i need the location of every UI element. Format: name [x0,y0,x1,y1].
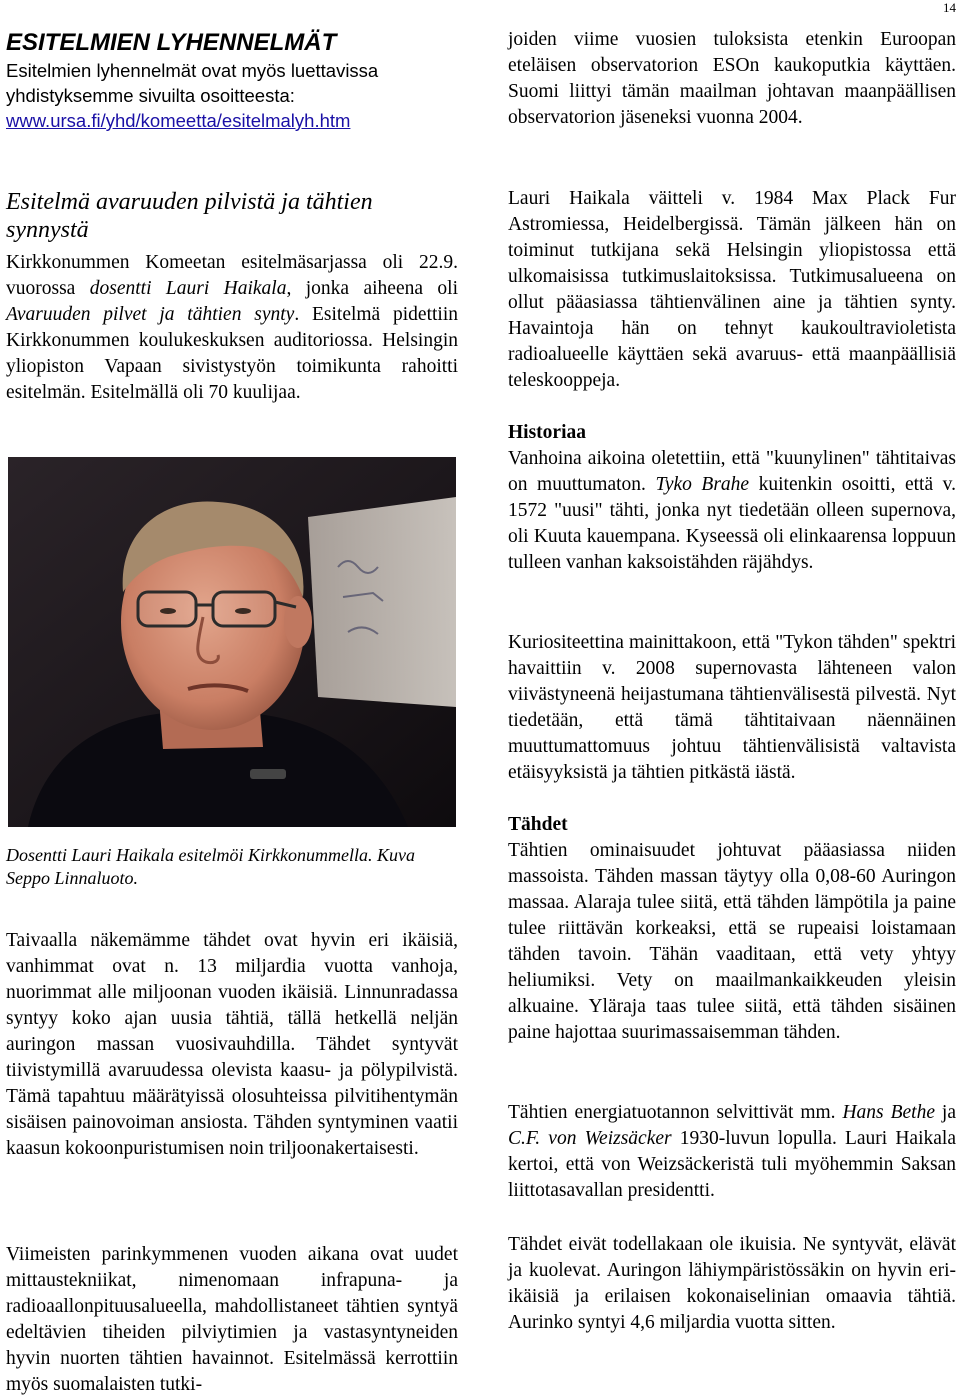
curiosity-paragraph: Kuriositeettina mainittakoon, että "Tykon tähden" spektri havaittiin v. 2008 supernovasta lähteneen valon viivästyneenä heijastumana tähtienvälisestä pilvestä. Nyt tiedetään, että tämä tähtitaivaan näennäinen muuttumattomuus johtuu tähtienvälisistä valtavista etäisyyksistä ja tähtien pitkästä iästä. [508,632,956,783]
history-heading: Historiaa [508,422,586,443]
von-weizsacker: C.F. von Weizsäcker [508,1128,672,1149]
intro-text [6,58,426,133]
article-title: Esitelmä avaruuden pilvistä ja tähtien synnystä [6,189,373,243]
intro-sentence: Esitelmien lyhennelmät ovat myös luettavissa yhdistyksemme sivuilta osoitteesta: [6,60,379,106]
body-paragraph-stars-age: Taivaalla näkemämme tähdet ovat hyvin eri ikäisiä, vanhimmat ovat n. 13 miljardia vuotta vanhoja, nuorimmat alle miljoonan vuoden ikäisiä. Linnunradassa syntyy koko ajan uusia tähtiä, tällä hetkellä neljän auringon massan vuosivauhdilla. Tähdet syntyvät tiivistymillä avaruudessa olevista kaasu- ja pölypilvistä. Tämä tapahtuu määrätyissä olosuhteissa pilvitihentymän sisäisen painovoiman ansiosta. Tähden syntyminen vaatii kaasun kokoonpuristumisen noin triljoonakertaisesti. [6,930,458,1159]
section-title: ESITELMIEN LYHENNELMÄT [6,29,337,56]
body-paragraph-measurements: Viimeisten parinkymmenen vuoden aikana ovat uudet mittaustekniikat, nimenomaan infrapuna- ja radioaallonpituusalueella, mahdollistaneet tähtien syntyä edeltävien tiheiden pilviytimien ja vastasyntyneiden hyvin nuorten tähtien havainnot. Esitelmässä kerrottiin myös suomalaisten tutki- [6,1244,458,1395]
research-paragraph: joiden viime vuosien tuloksista etenkin Euroopan eteläisen observatorion ESOn kaukoputkia käyttäen. Suomi liittyi tämän maailman johtavan maanpäällisen observatorion jäseneksi vuonna 2004. [508,29,956,128]
energy-p-a: Tähtien energiatuotannon selvittivät mm. [508,1102,843,1123]
intro-paragraph [6,250,458,406]
abstracts-link[interactable]: www.ursa.fi/yhd/komeetta/esitelmalyh.htm [6,110,351,131]
history-p-c: kuitenkin osoitti, että v. 1572 "uusi" tähti, jonka nyt tiedetään olleen supernova, oli Kuuta kauempana. Kyseessä oli elinkaarensa loppuun tulleen vanhan kaksoistähden räjähdys. [508,474,957,573]
stars-paragraph: Tähtien ominaisuudet johtuvat pääasiassa niiden massoista. Tähden massan täytyy olla 0,08-60 Auringon massaa. Alaraja tulee siitä, että tähden lämpötila ja paine tulee riittävän korkeaksi, että se rupeaisi loistamaan tähden tavoin. Tähän vaaditaan, että vety yhtyy heliumiksi. Vety on maailmankaikkeuden yleisin alkuaine. Yläraja taas tulee siitä, että tähden sisäinen paine hajottaa suurimassaisemman tähden. [508,840,956,1043]
photo-caption: Dosentti Lauri Haikala esitelmöi Kirkkonummella. Kuva Seppo Linnaluoto. [6,845,415,888]
intro-p-e: . Esitelmä pidettiin Kirkkonummen koulukeskuksen auditoriossa. Helsingin yliopiston Vapaan sivistystyön toimikunta rahoitti esitelmän. Esitelmällä oli 70 kuulijaa. [6,304,458,403]
lecture-topic: Avaruuden pilvet ja tähtien synty [6,304,295,325]
energy-p-e: 1930-luvun lopulla. Lauri Haikala kertoi, että von Weizsäckeristä tuli myöhemmin Saksan liittotasavallan presidentti. [508,1128,956,1201]
energy-paragraph [508,1100,956,1204]
hans-bethe: Hans Bethe [842,1102,935,1123]
stars-heading: Tähdet [508,814,568,835]
lecturer-name: dosentti Lauri Haikala [89,278,287,299]
tyko-brahe: Tyko Brahe [655,474,750,495]
intro-p-a: Kirkkonummen Komeetan esitelmäsarjassa oli 22.9. vuorossa [6,252,458,299]
energy-p-c: ja [934,1102,957,1123]
final-paragraph: Tähdet eivät todellakaan ole ikuisia. Ne syntyvät, elävät ja kuolevat. Auringon lähiympäristössäkin on hyvin eri-ikäisiä ja erilaisen kokonaiselinian omaavia tähtiä. Aurinko syntyi 4,6 miljardia vuotta sitten. [508,1234,956,1333]
history-p-a: Vanhoina aikoina oletettiin, että "kuunylinen" tähtitaivas on muuttumaton. [508,448,956,495]
page-number: 14 [943,0,956,15]
biography-paragraph: Lauri Haikala väitteli v. 1984 Max Plack Fur Astromiessa, Heidelbergissä. Tämän jälkeen hän on toiminut tutkijana sekä Helsingin yliopistossa että ulkomaisissa tutkimuslaitoksissa. Tutkimusalueena on ollut pääasiassa tähtienvälinen aine ja tähtien synty. Havaintoja hän on tehnyt kaukoultravioletista radioalueelle käyttäen sekä avaruus- että maanpäällisiä teleskooppeja. [508,188,956,391]
lecturer-photo-illustration [8,457,456,827]
lecturer-photo [8,457,456,827]
intro-p-c: , jonka aiheena oli [286,278,459,299]
history-paragraph [508,446,956,576]
